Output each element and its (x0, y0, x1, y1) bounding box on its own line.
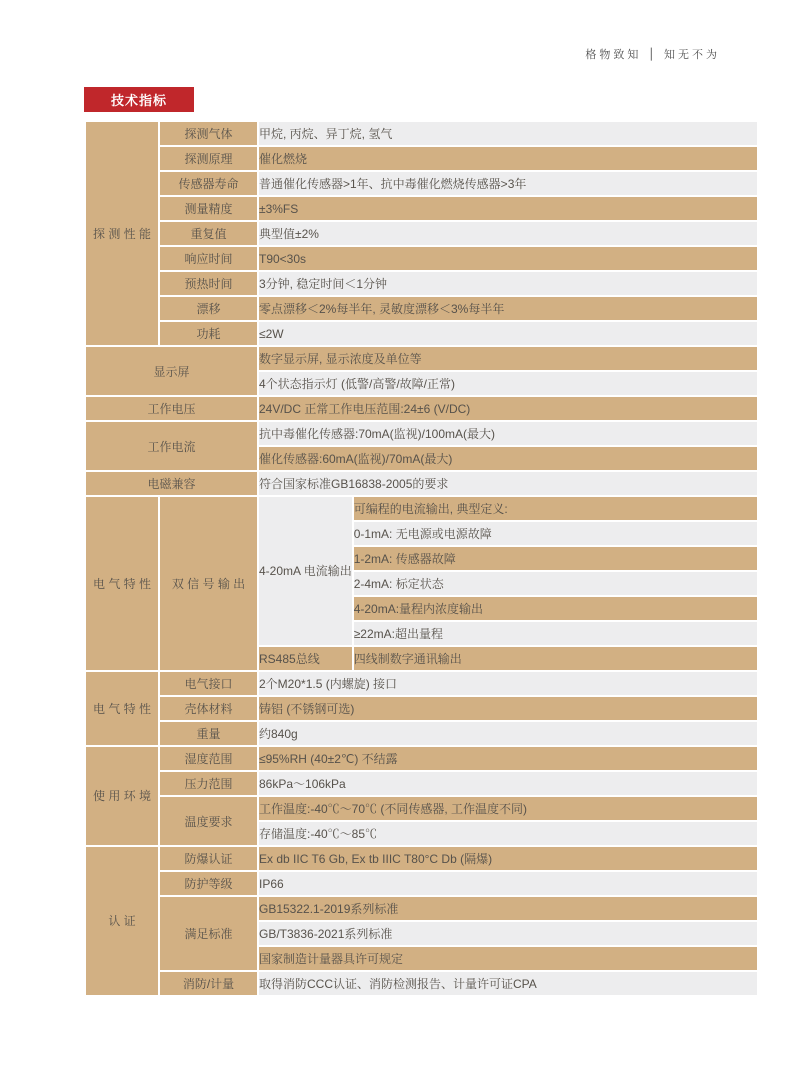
category-cell: 认 证 (86, 847, 158, 995)
section-title: 技术指标 (110, 93, 167, 108)
spec-value-cell: IP66 (259, 872, 757, 895)
spec-label-cell: 显示屏 (86, 347, 257, 395)
section-title-banner (84, 87, 194, 112)
spec-value-cell: 4-20mA:量程内浓度输出 (354, 597, 757, 620)
spec-value-cell: 可编程的电流输出, 典型定义: (354, 497, 757, 520)
spec-value-cell: GB15322.1-2019系列标准 (259, 897, 757, 920)
spec-value-cell: 存储温度:-40℃～85℃ (259, 822, 757, 845)
spec-value-cell: 工作温度:-40℃～70℃ (不同传感器, 工作温度不同) (259, 797, 757, 820)
table-row (86, 897, 757, 920)
spec-label-cell: 工作电压 (86, 397, 257, 420)
spec-value-cell: 取得消防CCC认证、消防检测报告、计量许可证CPA (259, 972, 757, 995)
table-row (86, 497, 757, 520)
category-cell: 探 测 性 能 (86, 122, 158, 345)
table-row (86, 872, 757, 895)
spec-label-cell: 传感器寿命 (160, 172, 257, 195)
spec-label-cell: 防爆认证 (160, 847, 257, 870)
table-row (86, 297, 757, 320)
spec-value-cell: GB/T3836-2021系列标准 (259, 922, 757, 945)
spec-value-cell: 1-2mA: 传感器故障 (354, 547, 757, 570)
table-row (86, 672, 757, 695)
spec-value-cell: 符合国家标准GB16838-2005的要求 (259, 472, 757, 495)
spec-value-cell: ≤95%RH (40±2℃) 不结露 (259, 747, 757, 770)
spec-value-cell: T90<30s (259, 247, 757, 270)
table-row (86, 247, 757, 270)
table-row (86, 747, 757, 770)
spec-label-cell: 预热时间 (160, 272, 257, 295)
spec-label-cell: 温度要求 (160, 797, 257, 845)
spec-label-cell: 探测气体 (160, 122, 257, 145)
table-row (86, 397, 757, 420)
spec-value-cell: ≤2W (259, 322, 757, 345)
spec-value-cell: RS485总线 (259, 647, 352, 670)
table-row (86, 197, 757, 220)
spec-value-cell: 典型值±2% (259, 222, 757, 245)
spec-table (84, 120, 759, 997)
spec-label-cell: 壳体材料 (160, 697, 257, 720)
spec-value-cell: 3分钟, 稳定时间＜1分钟 (259, 272, 757, 295)
table-row (86, 697, 757, 720)
spec-value-cell: 约840g (259, 722, 757, 745)
spec-label-cell: 响应时间 (160, 247, 257, 270)
spec-value-cell: Ex db IIC T6 Gb, Ex tb IIIC T80°C Db (隔爆) (259, 847, 757, 870)
category-cell: 电 气 特 性 (86, 672, 158, 745)
table-row (86, 347, 757, 370)
table-row (86, 147, 757, 170)
spec-value-cell: 催化传感器:60mA(监视)/70mA(最大) (259, 447, 757, 470)
spec-label-cell: 压力范围 (160, 772, 257, 795)
table-row (86, 722, 757, 745)
table-row (86, 122, 757, 145)
spec-label-cell: 测量精度 (160, 197, 257, 220)
spec-value-cell: 0-1mA: 无电源或电源故障 (354, 522, 757, 545)
spec-value-cell: 数字显示屏, 显示浓度及单位等 (259, 347, 757, 370)
table-row (86, 272, 757, 295)
category-cell: 电 气 特 性 (86, 497, 158, 670)
spec-value-cell: 86kPa～106kPa (259, 772, 757, 795)
spec-value-cell: 国家制造计量器具许可规定 (259, 947, 757, 970)
spec-label-cell: 漂移 (160, 297, 257, 320)
spec-label-cell: 工作电流 (86, 422, 257, 470)
spec-value-cell: 普通催化传感器>1年、抗中毒催化燃烧传感器>3年 (259, 172, 757, 195)
spec-label-cell: 防护等级 (160, 872, 257, 895)
spec-value-cell: 2个M20*1.5 (内螺旋) 接口 (259, 672, 757, 695)
spec-value-cell: 抗中毒催化传感器:70mA(监视)/100mA(最大) (259, 422, 757, 445)
spec-subhead-cell: 4-20mA 电流输出 (259, 497, 352, 645)
table-row (86, 972, 757, 995)
spec-label-cell: 满足标准 (160, 897, 257, 970)
spec-label-cell: 功耗 (160, 322, 257, 345)
category-cell: 使 用 环 境 (86, 747, 158, 845)
spec-label-cell: 重复值 (160, 222, 257, 245)
table-row (86, 797, 757, 820)
spec-label-cell: 湿度范围 (160, 747, 257, 770)
brand-slogan: 格物致知 │ 知无不为 (585, 48, 720, 61)
table-row (86, 422, 757, 445)
spec-label-cell: 电磁兼容 (86, 472, 257, 495)
spec-value-cell: 催化燃烧 (259, 147, 757, 170)
spec-value-cell: 24V/DC 正常工作电压范围:24±6 (V/DC) (259, 397, 757, 420)
spec-value-cell: 零点漂移＜2%每半年, 灵敏度漂移＜3%每半年 (259, 297, 757, 320)
spec-value-cell: 4个状态指示灯 (低警/高警/故障/正常) (259, 372, 757, 395)
spec-label-cell: 重量 (160, 722, 257, 745)
spec-value-cell: 四线制数字通讯输出 (354, 647, 757, 670)
spec-value-cell: ≥22mA:超出量程 (354, 622, 757, 645)
spec-label-cell: 探测原理 (160, 147, 257, 170)
table-row (86, 322, 757, 345)
spec-label-cell: 消防/计量 (160, 972, 257, 995)
category-cell: 双 信 号 输 出 (160, 497, 257, 670)
table-row (86, 172, 757, 195)
table-row (86, 847, 757, 870)
table-row (86, 772, 757, 795)
table-row (86, 472, 757, 495)
spec-value-cell: 2-4mA: 标定状态 (354, 572, 757, 595)
spec-value-cell: 甲烷, 丙烷、异丁烷, 氢气 (259, 122, 757, 145)
spec-value-cell: 铸铝 (不锈钢可选) (259, 697, 757, 720)
spec-label-cell: 电气接口 (160, 672, 257, 695)
spec-table-body (86, 122, 757, 995)
spec-value-cell: ±3%FS (259, 197, 757, 220)
table-row (86, 222, 757, 245)
